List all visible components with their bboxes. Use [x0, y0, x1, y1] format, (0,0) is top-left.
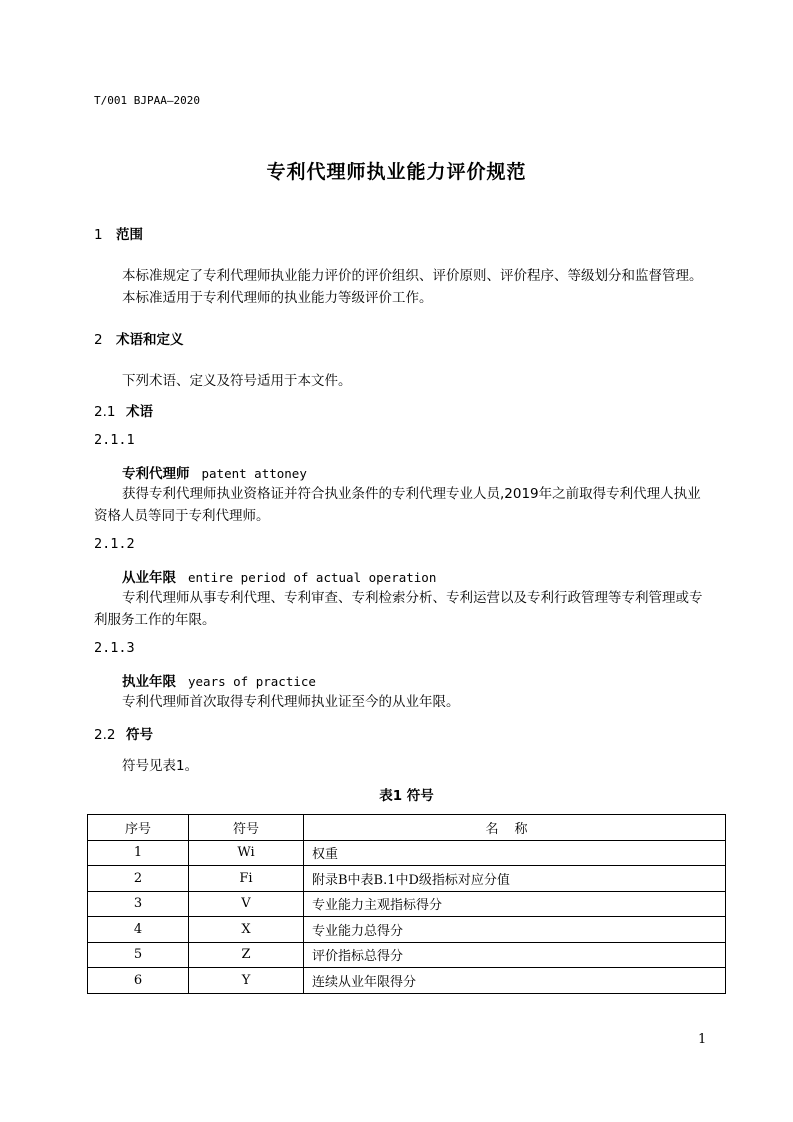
section-title: 术语和定义: [116, 332, 184, 348]
cell-index: 3: [88, 891, 189, 917]
table-caption: 表1 符号: [379, 788, 434, 804]
table-row: [88, 891, 726, 917]
section-2-2-heading: [94, 723, 153, 743]
cell-name: 评价指标总得分: [304, 942, 726, 968]
paragraph: 本标准规定了专利代理师执业能力评价的评价组织、评价原则、评价程序、等级划分和监督管理。: [122, 268, 703, 284]
term-cn: 从业年限: [122, 570, 176, 586]
cell-index: 6: [88, 968, 189, 994]
section-2-1-heading: [94, 400, 153, 420]
column-header: 名称: [304, 815, 726, 841]
term-entry: [122, 566, 436, 586]
symbol-table: [87, 814, 726, 994]
term-entry: [122, 670, 316, 690]
cell-name: 专业能力主观指标得分: [304, 891, 726, 917]
cell-name: 权重: [304, 840, 726, 866]
table-header-row: [88, 815, 726, 841]
definition: 获得专利代理师执业资格证并符合执业条件的专利代理专业人员,2019年之前取得专利代理人执业: [122, 486, 701, 502]
term-en: entire period of actual operation: [188, 570, 437, 585]
cell-symbol: V: [189, 891, 304, 917]
column-header: 序号: [88, 815, 189, 841]
column-header: 符号: [189, 815, 304, 841]
table-row: [88, 866, 726, 892]
section-number: 2.1: [94, 404, 116, 420]
cell-symbol: X: [189, 917, 304, 943]
term-en: years of practice: [188, 674, 316, 689]
cell-symbol: Wi: [189, 840, 304, 866]
clause-number: 2.1.2: [94, 536, 135, 552]
term-entry: [122, 462, 307, 482]
table-row: [88, 942, 726, 968]
table-row: [88, 840, 726, 866]
section-number: 1: [94, 227, 103, 243]
term-cn: 执业年限: [122, 674, 176, 690]
table-row: [88, 917, 726, 943]
table-row: [88, 968, 726, 994]
definition: 专利代理师首次取得专利代理师执业证至今的从业年限。: [122, 694, 460, 710]
cell-name: 附录B中表B.1中D级指标对应分值: [304, 866, 726, 892]
cell-name: 专业能力总得分: [304, 917, 726, 943]
cell-index: 4: [88, 917, 189, 943]
definition: 利服务工作的年限。: [94, 612, 216, 628]
clause-number: 2.1.3: [94, 640, 135, 656]
paragraph: 本标准适用于专利代理师的执业能力等级评价工作。: [122, 290, 433, 306]
clause-number: 2.1.1: [94, 432, 135, 448]
section-number: 2: [94, 332, 103, 348]
page-number: 1: [698, 1032, 707, 1047]
cell-index: 5: [88, 942, 189, 968]
term-cn: 专利代理师: [122, 466, 190, 482]
section-1-heading: [94, 223, 143, 243]
section-2-heading: [94, 328, 184, 348]
section-number: 2.2: [94, 727, 116, 743]
cell-symbol: Y: [189, 968, 304, 994]
definition: 专利代理师从事专利代理、专利审查、专利检索分析、专利运营以及专利行政管理等专利管理或专: [122, 590, 703, 606]
cell-symbol: Fi: [189, 866, 304, 892]
cell-index: 1: [88, 840, 189, 866]
cell-index: 2: [88, 866, 189, 892]
section-title: 范围: [116, 227, 143, 243]
cell-symbol: Z: [189, 942, 304, 968]
section-title: 术语: [126, 404, 153, 420]
paragraph: 符号见表1。: [122, 758, 199, 774]
definition: 资格人员等同于专利代理师。: [94, 508, 270, 524]
cell-name: 连续从业年限得分: [304, 968, 726, 994]
document-title: 专利代理师执业能力评价规范: [266, 161, 527, 183]
section-title: 符号: [126, 727, 153, 743]
paragraph: 下列术语、定义及符号适用于本文件。: [122, 373, 352, 389]
term-en: patent attoney: [201, 466, 307, 481]
doc-code-header: T/001 BJPAA—2020: [94, 94, 200, 107]
